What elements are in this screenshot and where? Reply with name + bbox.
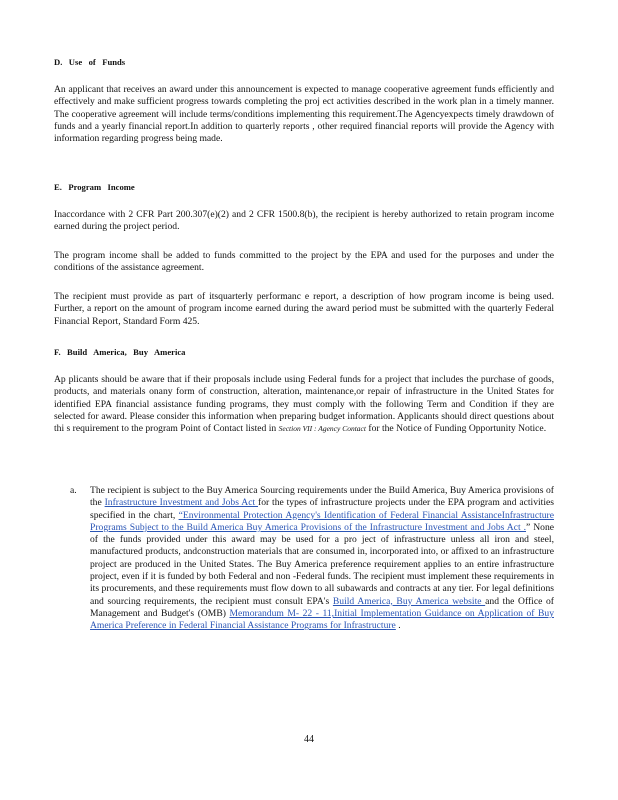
section-e-paragraph-2: The program income shall be added to funds committed to the project by the EPA and used for the purposes and under the conditions of the assistance agreement. xyxy=(54,250,554,274)
list-item-a-text-5: . xyxy=(395,620,401,632)
section-e-paragraph-1: Inaccordance with 2 CFR Part 200.307(e)(2) and 2 CFR 1500.8(b), the recipient is hereby authorized to retain program income earned during the project period. xyxy=(54,209,554,233)
epa-infrastructure-programs-chart-link[interactable]: “Environmental Protection Agency's Identification of Federal Financial AssistanceInfrastructure Programs Subject to the Build America Buy America Provisions of the Infrastructure Investment and Jobs Act . xyxy=(90,509,554,533)
list-item-a xyxy=(70,485,554,633)
section-e-paragraph-3: The recipient must provide as part of itsquarterly performanc e report, a description of how program income is being used. Further, a report on the amount of program income earned during the award period must be submitted with the quarterly Federal Financial Report, Standard Form 425. xyxy=(54,291,554,327)
section-f-heading: F. Build America, Buy America xyxy=(54,347,186,357)
build-america-buy-america-website-link[interactable]: Build America, Buy America website xyxy=(332,595,486,607)
section-f-paragraph-text-1: Ap plicants should be aware that if their proposals include using Federal funds for a project that includes the purchase of goods, products, and materials onany form of construction, alteration, maintenance,or repair of infrastructure in the United States for identified EPA financial assistance funding programs, they must comply with the following Term and Condition if they are selected for award. Please consider this information when preparing budget information. Applicants should direct questions about thi s requirement to the program Point of Contact listed in xyxy=(54,374,554,435)
list-item-a-text xyxy=(90,485,554,633)
page-number: 44 xyxy=(304,734,314,745)
section-e-heading: E. Program Income xyxy=(54,182,135,192)
omb-memorandum-link[interactable]: Memorandum M- 22 - 11,Initial Implementation Guidance on Application of Buy America Preference in Federal Financial Assistance Programs for Infrastructure xyxy=(90,607,554,632)
section-d-heading: D. Use of Funds xyxy=(54,57,126,67)
list-item-a-text-3: ” None of the funds provided under this award may be used for a pro ject of infrastructure unless all iron and steel, manufactured products, andconstruction materials that are consumed in, incorporated into, or affixed to an infrastructure project are produced in the United States. The Buy America preference requirement applies to an entire infrastructure project, even if it is funded by both Federal and non -Federal funds. The recipient must implement these requirements in its procurements, and these requirements must flow down to all subawards and contracts at any tier. For legal definitions and sourcing requirements, the recipient must consult EPA's xyxy=(90,521,555,607)
list-item-a-text-4: and the Office of Management and Budget's (OMB) xyxy=(90,595,554,619)
list-item-marker: a. xyxy=(70,485,77,496)
section-f-paragraph-text-2: for the Notice of Funding Opportunity Notice. xyxy=(368,423,547,435)
infrastructure-investment-jobs-act-link[interactable]: Infrastructure Investment and Jobs Act xyxy=(104,497,258,509)
section-vii-reference: Section VII : Agency Contact xyxy=(278,424,366,434)
section-d-paragraph: An applicant that receives an award under this announcement is expected to manage cooperative agreement funds efficiently and effectively and make sufficient progress towards completing the proj ect activities described in the work plan in a timely manner. The cooperative agreement will include terms/conditions implementing this requirement.The Agencyexpects timely drawdown of funds and a yearly financial report.In addition to quarterly reports , other required financial reports will provide the Agency with information regarding progress being made. xyxy=(54,84,554,145)
list-item-a-text-2: for the types of infrastructure projects under the EPA program and activities specified in the chart, xyxy=(90,497,554,521)
section-f-paragraph xyxy=(54,374,554,435)
list-item-a-text-1: The recipient is subject to the Buy America Sourcing requirements under the Build America, Buy America provisions of the xyxy=(90,485,554,509)
